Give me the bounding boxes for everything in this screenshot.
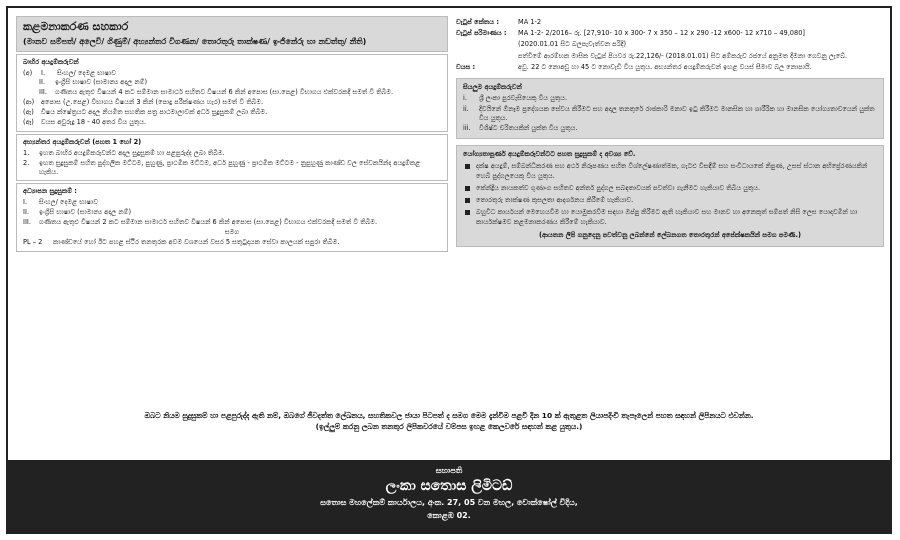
- list-item: [23, 238, 441, 247]
- list-item: [463, 105, 877, 123]
- salary-scale-label: වැටුප් පරිමාණය :: [456, 29, 507, 38]
- item-text: ගණිතය ඇතුළු විෂයන් 2 කට සම්මාන සාමාර්ථ සහිතව විෂයන් 6 කින් අපොස (සා.පෙළ) විභාගය එක්වරකදී සමත් වී තිබීම.: [39, 218, 378, 227]
- list-item: [463, 94, 877, 103]
- item-number: 2.: [23, 158, 30, 167]
- item-text: දිවයිනේ ඕනෑම ප්‍රදේශයක සේවය කිරීමට සහ අදාල තනතුරේ රාජකාරි මනාව ඉටු කිරීමට මානසික හා ශාරීරික හා මානසික යෝග්‍යතාවයෙන් යුක්ත විය යුතුය.: [479, 104, 875, 122]
- item-text: ඉහත බාහිර අයදුම්කරුවන්ට අදාල සුදුසුකම් හා පළපුරුද්ද ලබා තිබීම.: [39, 148, 225, 157]
- item-number: I.: [23, 198, 28, 207]
- internal-applicants-section: [16, 134, 448, 182]
- salary-code-label: වැටුප් කේතය :: [456, 18, 499, 26]
- all-applicants-heading: සියලුම අයදුම්කරුවන්: [463, 83, 522, 92]
- square-bullet-icon: [465, 198, 470, 203]
- square-bullet-icon: [465, 164, 470, 169]
- item-number: 1.: [23, 148, 30, 157]
- application-instructions: [16, 410, 882, 433]
- list-item: [23, 69, 441, 78]
- item-text: බහුවිධ කාර්යයන් මෙහෙයවීම හා යොමුකරවීම සඳහා ඔප්පු කිරීමට ඇති හැකියාව සහ මානව හා අනෙකුත් සම්පත් නිසි ලෙස යොදවමින් හා කාර්යක්ෂමව කළමනාකරණය කිරීමේ හැකියාව.: [476, 208, 858, 226]
- salary-note-row: [456, 40, 884, 49]
- item-text: ඉහත සුදුසුකම් සහිත පුද්ගලික මට්ටම, පුහුණු, ප්‍රාථමික මට්ටම, අර්ධ පුහුණු - ප්‍රාථමික මට්ටම - නුපුහුණු කාණ්ඩ වල සේවකයින්ද අයදුම්කළ හැකිය.: [39, 158, 421, 176]
- salary-code-row: [456, 18, 884, 27]
- list-item: [23, 108, 441, 117]
- list-item: [23, 78, 441, 87]
- list-item: [463, 208, 877, 226]
- company-name: ලංකා සතොස ලිමිටඩ්: [385, 478, 513, 494]
- all-applicants-box: [456, 78, 884, 139]
- salary-note-row: [456, 52, 884, 61]
- list-item: [23, 198, 441, 207]
- item-text: වයස අවුරුදු 18 - 40 අතර විය යුතුය.: [41, 117, 147, 126]
- education-section: [16, 183, 448, 251]
- item-text: දක්ෂ අයදුම්, සම්බන්ධීකරණ සහ අර්ථ නිරූපණය සහිත විශ්ලේෂණාත්මක, ගැටළු විසඳීම් සහ සංවිධායකේ නිපුණ, උසස් ස්ථාන අභිප්‍රේරණයකින් හෙබි පුද්ගලයෙකු විය යුතුය.: [476, 162, 868, 180]
- age-label: වයස :: [456, 62, 476, 71]
- correspondence-note: (ආයතන ලිපි ගනුදෙනු පවත්වනු ලබන්නේ ලේඛනගත තොරතුරන් අපේක්ෂකයින් සමග පමණි.): [538, 230, 802, 239]
- education-heading: අධ්‍යාපන සුදුසුකම් :: [23, 187, 77, 196]
- item-text: අපොස (උ.පෙළ) විභාගය විෂයන් 3 කින් (පොදු පරීක්ෂණය හැර) සමත් වී තිබීම.: [41, 98, 264, 107]
- list-item: [23, 118, 441, 127]
- item-text: විෂය ක්ෂේත්‍රයට අදාල නියමිත සහතික පත්‍ර පාඨමාලාවක් අර්ධ සුදුසුකම් ලබා තිබීම.: [41, 108, 268, 117]
- item-text: සිංහල/ දෙමළ භාෂාව: [39, 198, 98, 207]
- item-text: තොරතුරු තාක්ෂණ කුසලතා ආදර්ශනය කිරීමේ හැකියාව.: [476, 196, 634, 205]
- list-item: [23, 159, 441, 177]
- requirements-column: [16, 16, 448, 381]
- job-advertisement: [6, 6, 892, 534]
- list-item: [23, 208, 441, 217]
- list-item: [23, 149, 441, 158]
- square-bullet-icon: [465, 186, 470, 191]
- preferred-heading: යෝග්‍යතාපූර්ණ අයදුම්කරුවන්ටට පහත සුදුසුකම් ද අවශ්‍ය වේ.: [463, 150, 636, 159]
- salary-note-1: (2020.01.01 සිට බලපැවැත්වන පරිදි): [518, 40, 627, 49]
- item-number: II.: [39, 78, 45, 87]
- list-item: [23, 88, 441, 97]
- item-label: (ඈ): [23, 117, 34, 126]
- item-number: iii.: [463, 123, 471, 132]
- footer-address-block: [8, 460, 890, 532]
- external-heading: බාහිර අයදුම්කරුවන්: [23, 57, 79, 66]
- item-number: II.: [23, 208, 29, 217]
- item-text: කාණ්ඩයේ හෝ ඊට පහළ ස්ථිර තනතුරක අවම වශයෙන් වසර 5 සතුටුදායක සේවා කාලයක් සපුරා තිබීම.: [53, 237, 340, 246]
- age-value: අවු. 22 ට නොඅඩු හා 45 ට නොවැඩි විය යුතුය. අභ්‍යන්තර අයදුම්කරුවන් ඉහළ වයස් සීමාව බල නොපායි.: [518, 62, 812, 71]
- item-number: III.: [23, 218, 31, 227]
- address-line-1: සතොස මහලේකම් කාර්යාලය, අංක. 27, 05 වන මහල, වොක්ෂෝල් විදිය,: [320, 498, 578, 507]
- salary-scale-value: MA 1-2- 2/2016– රු. [27,910- 10 x 300- 7 x 350 – 12 x 290 -12 x600- 12 x710 – 49,080]: [518, 29, 805, 38]
- item-text: ශ්‍රී ලංකා පුරවැසියෙකු විය යුතුය.: [479, 94, 568, 103]
- item-text: ඉංග්‍රීසි භාෂාව (සාමාන්‍ය අදාල නම්): [55, 78, 148, 87]
- list-item: [463, 184, 877, 193]
- instructions-line-1: ඔබට නියම සුදුසුකම් හා පළපුරුද්ද ඇති නම්, ඔබගේ ජීවදත්ත ලේඛනය, සහතිකවල ජායා පිටපත් ද සමග මෙම දැන්වීම පළවී දින 10 ක් ඇතුළත ලියාපදිංචි තැපෑලෙන් පහත සඳහන් ලිපිනයට එවන්න.: [144, 411, 754, 420]
- item-label: (ආ): [23, 98, 35, 107]
- item-text: කේන්ද්‍රීය නායකත්ව ගුණාංග සහිතව අන්තර් පුද්ගල සබඳතාවයක් පවත්වා ගැනීමට හැකියාව තිබිය යුතුය.: [476, 183, 761, 192]
- item-text: ගණිතය ඇතුළු විෂයන් 4 කට සම්මාන සාමාර්ථ සහිතව විෂයන් 6 කින් අපොස (සා.පෙළ) විභාගය එක්වරකදී සමත් වී තිබීම.: [55, 88, 394, 97]
- with-label: සමග: [224, 228, 240, 236]
- item-number: ii.: [463, 104, 469, 113]
- internal-heading: අභ්‍යන්තර අයදුම්කරුවන් (පහත 1 හෝ 2): [23, 137, 142, 146]
- list-item: [23, 218, 441, 227]
- external-applicants-section: [16, 54, 448, 132]
- salary-note-2: පත්වීමේ ආරම්භක මාසික වැටුප් පියවර රු.22,126/- (2018.01.01) සිට අම්කරුව රජයේ අනුමත දීමනා ගෙවනු ලැබේ.: [518, 51, 848, 60]
- signatory-role: සභාපති: [435, 466, 463, 475]
- item-label: (ඇ): [23, 108, 34, 117]
- square-bullet-icon: [465, 210, 470, 215]
- item-text: ඉංග්‍රීසි භාෂාව (සාමාන්‍ය අදාල නම්): [39, 208, 132, 217]
- age-row: [456, 63, 884, 72]
- list-item: [463, 196, 877, 205]
- item-number: III.: [39, 88, 47, 97]
- salary-code-value: MA 1-2: [518, 18, 542, 26]
- list-item: [23, 98, 441, 107]
- item-text: විශිෂ්ට චරිතයකින් යුක්ත විය යුතුය.: [479, 123, 578, 132]
- item-label: (අ): [23, 68, 33, 77]
- salary-scale-row: [456, 29, 884, 38]
- list-item: [463, 124, 877, 133]
- instructions-line-2: (ඉල්ලුම් කරනු ලබන තනතුර ලිපිකවරයේ වම්පස ඉහළ කෙලවරේ සඳහන් කළ යුතුය.): [315, 422, 583, 432]
- job-subtitle: (මානව සම්පත්/ අලෙවි/ ගිණුම්/ අභ්‍යන්තර විගණන/ තොරතුරු තාක්ෂණ/ ඉංජිනේරු හා නඩත්තු/ නීති): [23, 36, 367, 46]
- list-item: [463, 162, 877, 180]
- address-line-2: කොළඹ 02.: [427, 511, 471, 520]
- job-title: කළමනාකරණ සහකාර: [23, 20, 129, 33]
- item-label: PL – 2: [23, 237, 43, 246]
- item-number: i.: [463, 94, 467, 103]
- preferred-qualifications-box: [456, 145, 884, 247]
- title-box: [16, 16, 448, 52]
- item-number: I.: [41, 68, 46, 77]
- details-column: [456, 16, 884, 247]
- item-text: සිංහල/ දෙමළ භාෂාව: [57, 68, 116, 77]
